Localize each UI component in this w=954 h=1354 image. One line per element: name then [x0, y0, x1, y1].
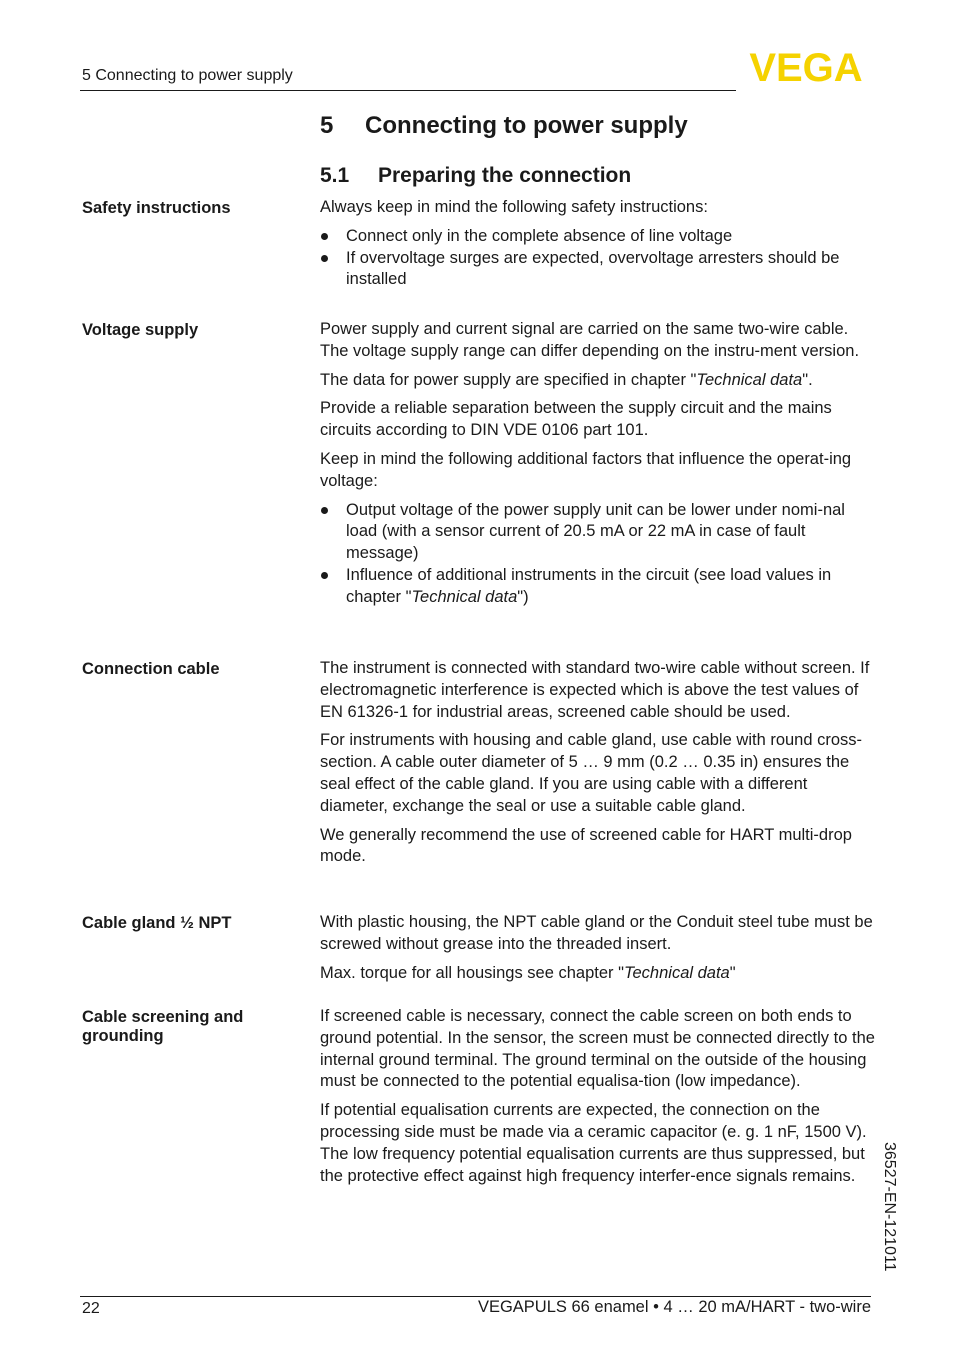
voltage-paragraph-4: Keep in mind the following additional factors that influence the operat-ing voltage: — [320, 449, 852, 490]
voltage-paragraph-3: Provide a reliable separation between the supply circuit and the mains circuits according to DIN VDE 0106 part 101. — [320, 399, 832, 440]
safety-list — [320, 226, 876, 291]
cable-paragraph-1: The instrument is connected with standard two-wire cable without screen. If electromagnetic interference is expected which is above the test values of EN 61326-1 for industrial areas, screened cable should be used. — [320, 659, 870, 721]
gland-block — [320, 912, 876, 991]
margin-label-screening: Cable screening and grounding — [82, 1008, 244, 1045]
footer-rule — [80, 1296, 871, 1297]
vega-logo — [740, 50, 872, 84]
technical-data-ref: Technical data — [623, 963, 730, 982]
chapter-number: 5 — [320, 112, 334, 139]
section-number: 5.1 — [320, 164, 350, 187]
screening-paragraph-1: If screened cable is necessary, connect the cable screen on both ends to ground potential. In the sensor, the screen must be connected directly to the internal ground terminal. The ground terminal on the outside of the housing must be connected to the potential equalisa-tion (low impedance). — [320, 1007, 875, 1091]
section-heading — [320, 164, 631, 188]
gland-paragraph-2: Max. torque for all housings see chapter "Technical data" — [320, 963, 736, 982]
safety-intro: Always keep in mind the following safety instructions: — [320, 198, 708, 216]
footer-title: VEGAPULS 66 enamel • 4 … 20 mA/HART - two-wire — [477, 1298, 871, 1316]
safety-bullet-1: Connect only in the complete absence of line voltage — [320, 226, 876, 248]
safety-bullet-2: If overvoltage surges are expected, overvoltage arresters should be installed — [320, 248, 876, 292]
margin-label-safety: Safety instructions — [82, 199, 231, 217]
document-code: 36527-EN-121011 — [881, 1142, 898, 1272]
voltage-paragraph-2: The data for power supply are specified in chapter "Technical data". — [320, 370, 813, 389]
safety-block — [320, 197, 876, 291]
technical-data-ref: Technical data — [411, 587, 518, 606]
screening-block — [320, 1006, 876, 1194]
margin-label-voltage: Voltage supply — [82, 321, 199, 339]
technical-data-ref: Technical data — [696, 370, 803, 389]
chapter-heading — [320, 112, 688, 140]
voltage-paragraph-1: Power supply and current signal are carried on the same two-wire cable. The voltage supply range can differ depending on the instru-ment version. — [320, 320, 860, 360]
running-head: 5 Connecting to power supply — [82, 67, 293, 84]
cable-block — [320, 658, 876, 875]
cable-paragraph-3: We generally recommend the use of screened cable for HART multi-drop mode. — [320, 825, 852, 866]
margin-label-cable: Connection cable — [82, 660, 220, 678]
page-number: 22 — [82, 1300, 100, 1317]
cable-paragraph-2: For instruments with housing and cable gland, use cable with round cross-section. A cable outer diameter of 5 … 9 mm (0.2 … 0.35 in) ensures the seal effect of the cable gland. If you are using cable with a different diameter, exchange the seal or use a suitable cable gland. — [320, 731, 863, 815]
vega-logo-text: VEGA — [749, 50, 863, 84]
header-rule — [80, 90, 736, 91]
gland-paragraph-1: With plastic housing, the NPT cable gland or the Conduit steel tube must be screwed without grease into the threaded insert. — [320, 913, 873, 953]
screening-paragraph-2: If potential equalisation currents are expected, the connection on the processing side must be made via a ceramic capacitor (e. g. 1 nF, 1500 V). The low frequency potential equalisation currents are thus suppressed, but the protective effect against high frequency interfer-ence signals remains. — [320, 1101, 867, 1185]
voltage-bullet-1: Output voltage of the power supply unit can be lower under nomi-nal load (with a sensor current of 20.5 mA or 22 mA in case of fault message) — [320, 500, 876, 565]
voltage-bullet-2: Influence of additional instruments in the circuit (see load values in chapter "Technical data") — [320, 565, 876, 609]
voltage-block — [320, 319, 876, 609]
voltage-list — [320, 500, 876, 609]
chapter-title: Connecting to power supply — [365, 112, 688, 139]
margin-label-gland: Cable gland ½ NPT — [82, 914, 232, 932]
section-title: Preparing the connection — [378, 164, 632, 187]
